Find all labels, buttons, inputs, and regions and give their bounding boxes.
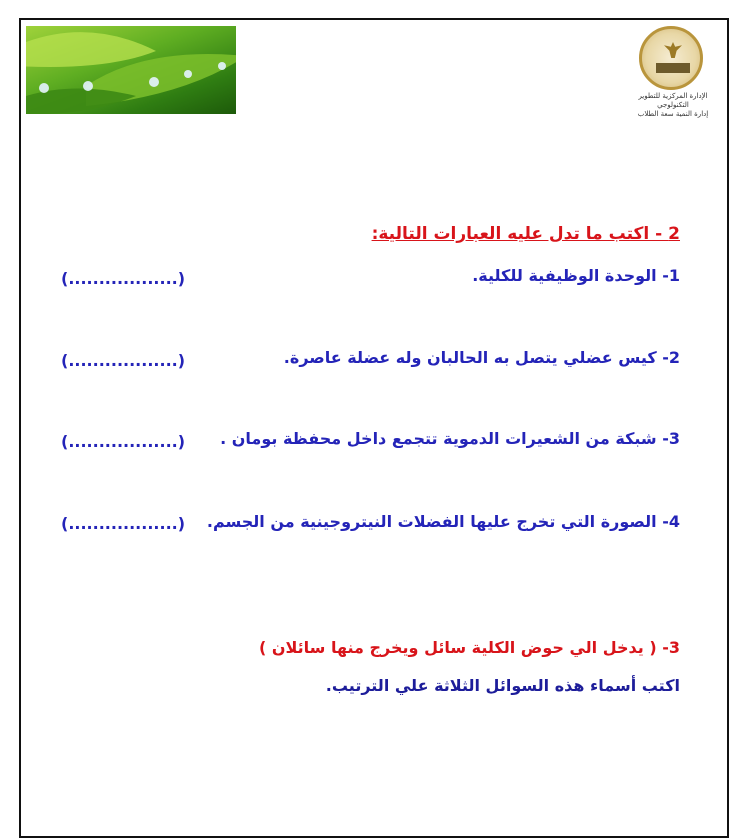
question-2-item-3: 3- شبكة من الشعيرات الدموية تتجمع داخل محفظة بومان . bbox=[220, 429, 680, 448]
leaf-water-drops-image bbox=[26, 26, 236, 114]
answer-blank-1[interactable]: (..................) bbox=[61, 269, 186, 288]
question-2-title: 2 - اكتب ما تدل عليه العبارات التالية: bbox=[371, 224, 680, 244]
question-3-title: 3- ( يدخل الي حوض الكلية سائل ويخرج منها سائلان ) bbox=[258, 638, 680, 657]
question-2-item-1: 1- الوحدة الوظيفية للكلية. bbox=[472, 266, 680, 285]
eagle-icon bbox=[664, 42, 682, 58]
ministry-logo bbox=[627, 26, 719, 118]
answer-blank-3[interactable]: (..................) bbox=[61, 432, 186, 451]
seal-emblem bbox=[639, 26, 703, 90]
answer-blank-4[interactable]: (..................) bbox=[61, 514, 186, 533]
question-3-instruction: اكتب أسماء هذه السوائل الثلاثة علي الترتيب. bbox=[325, 676, 680, 695]
question-2-item-4: 4- الصورة التي تخرج عليها الفضلات النيتروجينية من الجسم. bbox=[206, 512, 680, 531]
logo-caption: الإدارة المركزية للتطوير التكنولوجي إدارة النمية سعة الطلاب bbox=[637, 92, 709, 118]
worksheet-page bbox=[19, 18, 729, 838]
question-2-item-2: 2- كيس عضلي يتصل به الحالبان وله عضلة عاصرة. bbox=[283, 348, 680, 367]
answer-blank-2[interactable]: (..................) bbox=[61, 351, 186, 370]
